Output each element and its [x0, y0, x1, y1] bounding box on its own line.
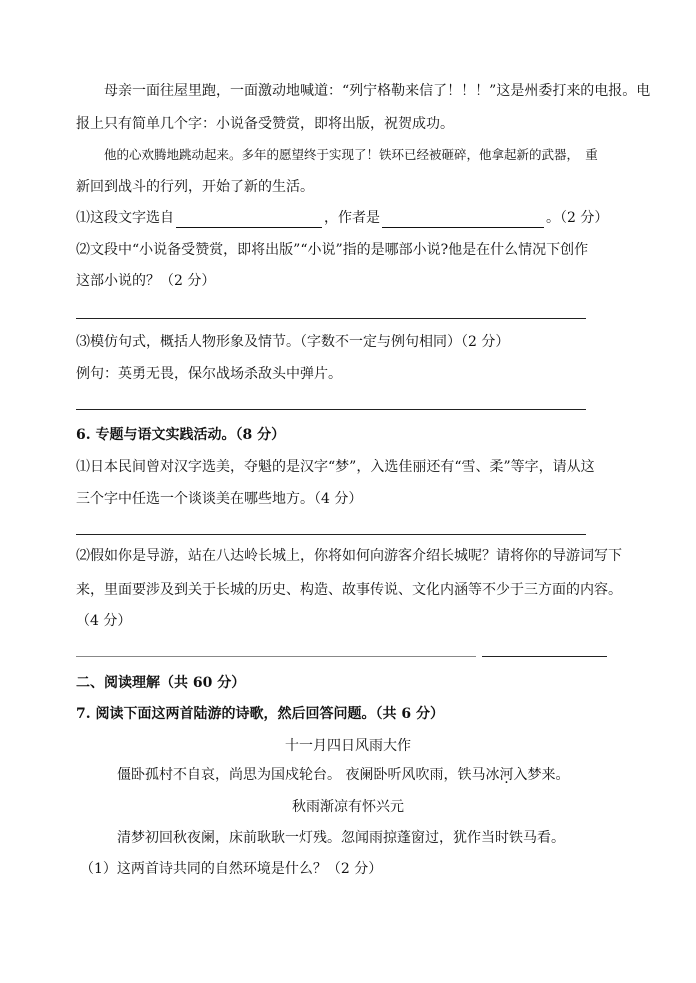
answer-line-q5-2[interactable]: [76, 318, 586, 319]
q6-sub2-line2: 来，里面要涉及到关于长城的历史、构造、故事传说、文化内涵等不少于三方面的内容。: [76, 582, 622, 598]
q5-sub3: ⑶模仿句式，概括人物形象及情节。（字数不一定与例句相同）（2 分）: [76, 334, 510, 350]
answer-line-q6-1[interactable]: [76, 534, 586, 535]
q5-example: 例句：英勇无畏，保尔战场杀敌头中弹片。: [76, 366, 342, 382]
poem1-title: 十一月四日风雨大作: [285, 738, 411, 754]
passage-p1-line2: 报上只有简单几个字：小说备受赞赏，即将出版，祝贺成功。: [76, 116, 454, 132]
passage-p2-line2: 新回到战斗的行列，开始了新的生活。: [76, 179, 314, 195]
passage-p2-line1: 他的心欢腾地跳动起来。多年的愿望终于实现了！铁环已经被砸碎，他拿起新的武器， 重: [104, 147, 598, 162]
poem1-text-c: 。: [555, 767, 570, 783]
q5-sub2-line2: 这部小说的？（2 分）: [76, 273, 216, 289]
q5-sub1-middle: ，作者是: [324, 210, 380, 226]
poem2-text: 清梦初回秋夜阑，床前耿耿一灯残。忽闻雨掠蓬窗过，犹作当时铁马看。: [117, 830, 565, 846]
answer-blank-source[interactable]: [176, 212, 322, 228]
answer-line-q6-2a[interactable]: [76, 656, 476, 657]
answer-line-q6-2b[interactable]: [482, 656, 607, 657]
answer-blank-author[interactable]: [382, 212, 544, 228]
q6-heading: 6. 专题与语文实践活动。（8 分）: [76, 427, 286, 443]
passage-p1-line1: 母亲一面往屋里跑，一面激动地喊道：“列宁格勒来信了！！！”这是州委打来的电报。电: [104, 83, 651, 99]
answer-line-q5-3[interactable]: [76, 409, 586, 410]
q5-sub2-line1: ⑵文段中“小说备受赞赏，即将出版”“小说”指的是哪部小说?他是在什么情况下创作: [76, 242, 589, 258]
q6-sub1-line2: 三个字中任选一个谈谈美在哪些地方。（4 分）: [76, 491, 363, 507]
poem1-text-emphasis: 铁马冰河入梦来 ·: [457, 767, 555, 783]
q7-sub1: （1）这两首诗共同的自然环境是什么？（2 分）: [80, 861, 383, 877]
q5-sub1: [76, 208, 608, 228]
poem1-text: [117, 765, 569, 785]
q5-sub1-suffix: 。（2 分）: [546, 210, 609, 226]
q6-sub2-line1: ⑵假如你是导游，站在八达岭长城上，你将如何向游客介绍长城呢？请将你的导游词写下: [76, 548, 622, 564]
section2-heading: 二、阅读理解（共 60 分）: [76, 675, 246, 691]
q6-sub2-line3: （4 分）: [76, 613, 132, 629]
poem2-title: 秋雨渐凉有怀兴元: [292, 799, 404, 815]
q6-sub1-line1: ⑴日本民间曾对汉字选美，夺魁的是汉字“梦”，入选佳丽还有“雪、柔”等字，请从这: [76, 459, 595, 475]
q7-heading: 7. 阅读下面这两首陆游的诗歌，然后回答问题。（共 6 分）: [76, 706, 444, 722]
q5-sub1-prefix: ⑴这段文字选自: [76, 210, 174, 226]
poem1-text-a: 僵卧孤村不自哀，尚思为国戍轮台。 夜阑卧听风吹雨，: [117, 767, 458, 783]
